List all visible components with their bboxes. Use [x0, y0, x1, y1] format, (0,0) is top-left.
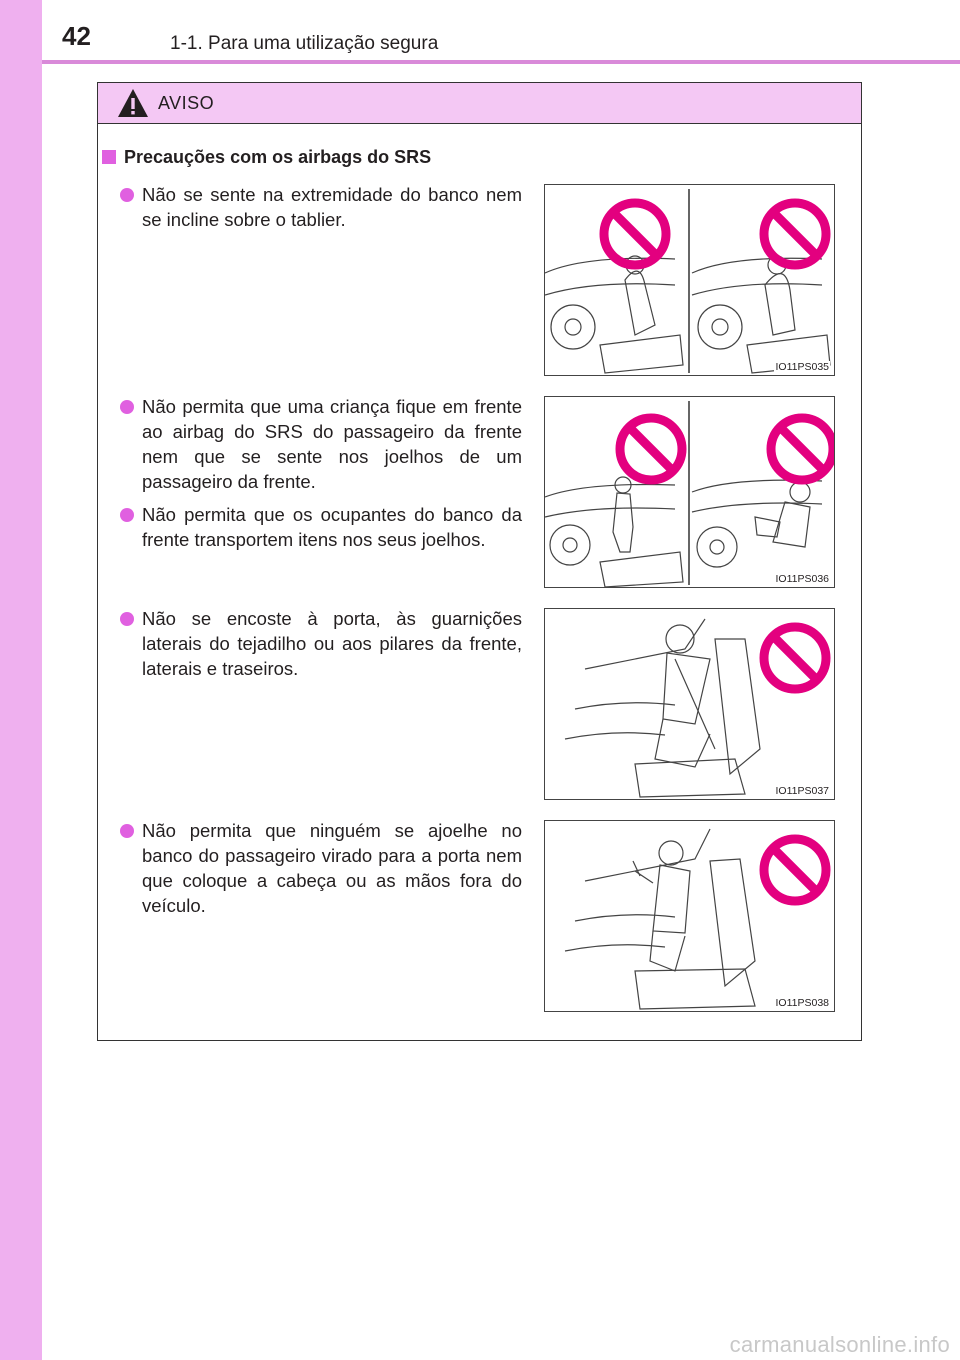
section-title: 1-1. Para uma utilização segura [170, 33, 439, 54]
illustration-kneeling-on-seat [544, 820, 835, 1012]
bullet-dot-icon [120, 612, 134, 626]
illustration-code: IO11PS035 [775, 361, 829, 373]
subheading-text: Precauções com os airbags do SRS [124, 147, 432, 167]
car-interior-illustration [545, 397, 834, 587]
warning-label: AVISO [158, 93, 215, 113]
side-color-band [0, 0, 42, 1360]
illustration-child-in-front-seat [544, 396, 835, 588]
bullet-text: Não se sente na extremidade do banco nem se incline sobre o tablier. [142, 184, 522, 230]
illustration-code: IO11PS037 [775, 785, 829, 797]
warning-triangle-icon [116, 87, 150, 119]
prohibition-icon [771, 418, 833, 480]
header-rule [42, 60, 960, 64]
car-interior-illustration [545, 821, 834, 1011]
bullet-item [120, 502, 522, 552]
watermark: carmanualsonline.info [729, 1332, 950, 1357]
bullet-dot-icon [120, 824, 134, 838]
car-interior-illustration [545, 185, 834, 375]
illustration-code: IO11PS038 [775, 997, 829, 1009]
prohibition-icon [764, 839, 826, 901]
bullet-text: Não se encoste à porta, às guarnições laterais do tejadilho ou aos pilares da frente, laterais e traseiros. [142, 608, 522, 679]
prohibition-icon [764, 203, 826, 265]
bullet-text: Não permita que ninguém se ajoelhe no banco do passageiro virado para a porta nem que coloque a cabeça ou as mãos fora do veículo. [142, 820, 522, 916]
subheading [102, 146, 431, 168]
car-interior-illustration [545, 609, 834, 799]
bullet-item [120, 606, 522, 681]
illustration-leaning-on-door [544, 608, 835, 800]
bullet-text: Não permita que os ocupantes do banco da frente transportem itens nos seus joelhos. [142, 504, 522, 550]
bullet-dot-icon [120, 508, 134, 522]
illustration-leaning-on-dashboard [544, 184, 835, 376]
bullet-dot-icon [120, 188, 134, 202]
bullet-item [120, 182, 522, 232]
bullet-text: Não permita que uma criança fique em frente ao airbag do SRS do passageiro da frente nem que se sente nos joelhos de um passageiro da frente. [142, 396, 522, 492]
prohibition-icon [620, 418, 682, 480]
warning-box [97, 82, 862, 1041]
illustration-code: IO11PS036 [775, 573, 829, 585]
bullet-item [120, 818, 522, 918]
warning-header [98, 83, 861, 124]
bullet-dot-icon [120, 400, 134, 414]
bullet-item [120, 394, 522, 494]
square-bullet-icon [102, 150, 116, 164]
prohibition-icon [764, 627, 826, 689]
page-number: 42 [62, 21, 91, 51]
